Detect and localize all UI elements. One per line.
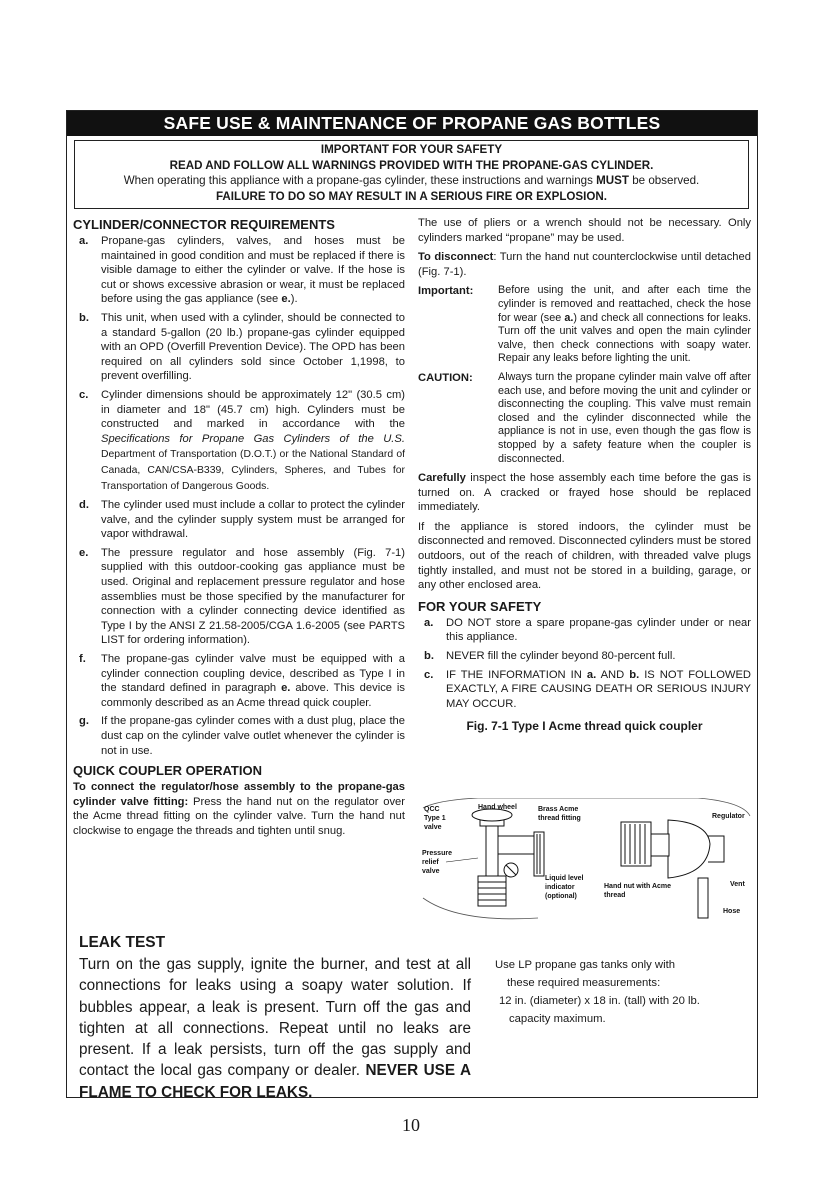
figure-title: Fig. 7-1 Type I Acme thread quick coupler bbox=[466, 719, 703, 734]
label-hand-wheel: Hand wheel bbox=[478, 804, 517, 811]
quick-coupler-text: To connect the regulator/hose assembly to the propane-gas cylinder valve fitting: Press the hand nut on the regulator over the Acme thread fitting on the cylinder valve. Turn the hand nut clockwise to engage the threads and tighten until snug. bbox=[73, 781, 405, 837]
quick-coupler-heading: QUICK COUPLER OPERATION bbox=[73, 763, 262, 779]
list-item: b. NEVER fill the cylinder beyond 80-percent full. bbox=[424, 650, 676, 663]
list-item: e. The pressure regulator and hose assembly (Fig. 7-1) supplied with this outdoor-cooking gas appliance must be used. Original and replacement pressure regulator and hose assemblies must be those specified by the manufacturer for connection with a cylinder connecting device identified as Type I by the ANSI Z 21.58-2005/CGA 1.6-2005 (see PARTS LIST for ordering information). bbox=[79, 546, 405, 647]
page-number: 10 bbox=[402, 1115, 420, 1135]
list-item: d. The cylinder used must include a collar to protect the cylinder valve, and the cylinder supply system must be arranged for vapor withdrawal. bbox=[79, 499, 405, 541]
important-note: Important: Before using the unit, and after each time the cylinder is removed and reattached, check the hose for wear (see a.) and check all connections for leaks. Turn off the unit valves and open the main cylinder valve, then check connections with soapy water. Repair any leaks before lighting the unit. bbox=[418, 284, 751, 365]
label-relief: relief bbox=[422, 859, 439, 866]
leak-test-heading: LEAK TEST bbox=[79, 934, 166, 951]
pliers-paragraph: The use of pliers or a wrench should not be necessary. Only cylinders marked “propane” may be used. bbox=[418, 217, 751, 244]
list-item: a. DO NOT store a spare propane-gas cylinder under or near this appliance. bbox=[424, 616, 751, 644]
label-pressure: Pressure bbox=[422, 850, 452, 857]
label-hose: Hose bbox=[723, 908, 741, 915]
list-item: c. Cylinder dimensions should be approximately 12" (30.5 cm) in diameter and 18" (45.7 cm) high. Cylinders must be constructed and marked in accordance with the Specifications for Propane Gas Cylinders of the U.S. Department of Transportation (D.O.T.) or the National Standard of Canada, CAN/CSA-B339, Cylinders, Spheres, and Tubes for Transportation of Dangerous Goods. bbox=[79, 388, 405, 492]
label-valve: valve bbox=[424, 824, 442, 831]
label-handnut-2: thread bbox=[604, 892, 626, 899]
label-handnut-1: Hand nut with Acme bbox=[604, 883, 672, 890]
careful-paragraph: Carefully inspect the hose assembly each time before the gas is turned on. A cracked or frayed hose should be replaced immediately. bbox=[418, 472, 751, 514]
list-item: b. This unit, when used with a cylinder, should be connected to a standard 5-gallon (20 lb.) propane-gas cylinder equipped with an OPD (Overfill Prevention Device). The OPD has been required on all cylinders sold since October 1,1998, to prevent overfilling. bbox=[79, 311, 405, 383]
for-your-safety-heading: FOR YOUR SAFETY bbox=[418, 598, 542, 614]
label-liquid-1: Liquid level bbox=[545, 875, 584, 882]
label-regulator: Regulator bbox=[712, 813, 745, 820]
list-item: a. Propane-gas cylinders, valves, and hoses must be maintained in good condition and must be replaced if there is visible damage to either the cylinder or valve. If the hose is cut or shows excessive abrasion or wear, it must be replaced before using the gas appliance (see e.). bbox=[79, 235, 405, 306]
label-type1: Type 1 bbox=[424, 815, 446, 822]
label-vent: Vent bbox=[730, 881, 745, 888]
label-brass-2: thread fitting bbox=[538, 815, 581, 822]
caution-note: CAUTION: Always turn the propane cylinder main valve off after each use, and before moving the unit and cylinder or disconnecting the coupling. This valve must remain closed and the cylinder disconnected while the appliance is not in use, even though the gas flow is stopped by a safety feature when the coupler is disconnected. bbox=[418, 370, 751, 465]
safety-failure: FAILURE TO DO SO MAY RESULT IN A SERIOUS FIRE OR EXPLOSION. bbox=[215, 189, 607, 203]
safety-box bbox=[74, 140, 749, 209]
acme-coupler-figure bbox=[418, 798, 751, 926]
safety-warning: READ AND FOLLOW ALL WARNINGS PROVIDED WITH THE PROPANE-GAS CYLINDER. bbox=[169, 158, 654, 172]
left-column bbox=[73, 216, 405, 844]
right-column bbox=[418, 216, 751, 734]
page-banner: SAFE USE & MAINTENANCE OF PROPANE GAS BOTTLES bbox=[67, 111, 757, 136]
leak-test-section bbox=[79, 932, 471, 1103]
safety-title: IMPORTANT FOR YOUR SAFETY bbox=[320, 143, 503, 156]
tank-note: Use LP propane gas tanks only with these required measurements: 12 in. (diameter) x 18 in. (tall) with 20 lb. capacity maximum. bbox=[495, 959, 700, 1025]
label-liquid-2: indicator bbox=[545, 884, 575, 891]
label-brass-1: Brass Acme bbox=[538, 806, 579, 813]
list-item: g. If the propane-gas cylinder comes with a dust plug, place the dust cap on the cylinder valve outlet whenever the cylinder is not in use. bbox=[79, 715, 405, 757]
list-item: f. The propane-gas cylinder valve must be equipped with a cylinder connection coupling device, described as Type I in the standard defined in paragraph e. above. This device is commonly described as an Acme thread quick coupler. bbox=[79, 653, 406, 709]
disconnect-paragraph: To disconnect: Turn the hand nut counterclockwise until detached (Fig. 7-1). bbox=[418, 251, 751, 278]
storage-paragraph: If the appliance is stored indoors, the cylinder must be disconnected and removed. Disconnected cylinders must be stored outdoors, out of the reach of children, with threaded valve plugs tightly installed, and must not be stored in a building, garage, or any other enclosed area. bbox=[418, 520, 751, 592]
leak-test-text: Turn on the gas supply, ignite the burner, and test at all connections for leaks using a soapy water solution. If bubbles appear, a leak is present. Turn off the gas and tighten at all connections. Repeat until no leaks are present. If a leak persists, turn off the gas supply and contact the local gas company or dealer. NEVER USE A FLAME TO CHECK FOR LEAKS. bbox=[79, 956, 471, 1101]
label-qcc: QCC bbox=[424, 806, 440, 813]
label-valve-2: valve bbox=[422, 868, 440, 875]
safety-instructions: When operating this appliance with a propane-gas cylinder, these instructions and warnings MUST be observed. bbox=[123, 174, 700, 187]
cylinder-heading: CYLINDER/CONNECTOR REQUIREMENTS bbox=[73, 217, 335, 232]
label-liquid-3: (optional) bbox=[545, 893, 577, 900]
list-item: c. IF THE INFORMATION IN a. AND b. IS NOT FOLLOWED EXACTLY, A FIRE CAUSING DEATH OR SERIOUS INJURY MAY OCCUR. bbox=[424, 668, 751, 710]
